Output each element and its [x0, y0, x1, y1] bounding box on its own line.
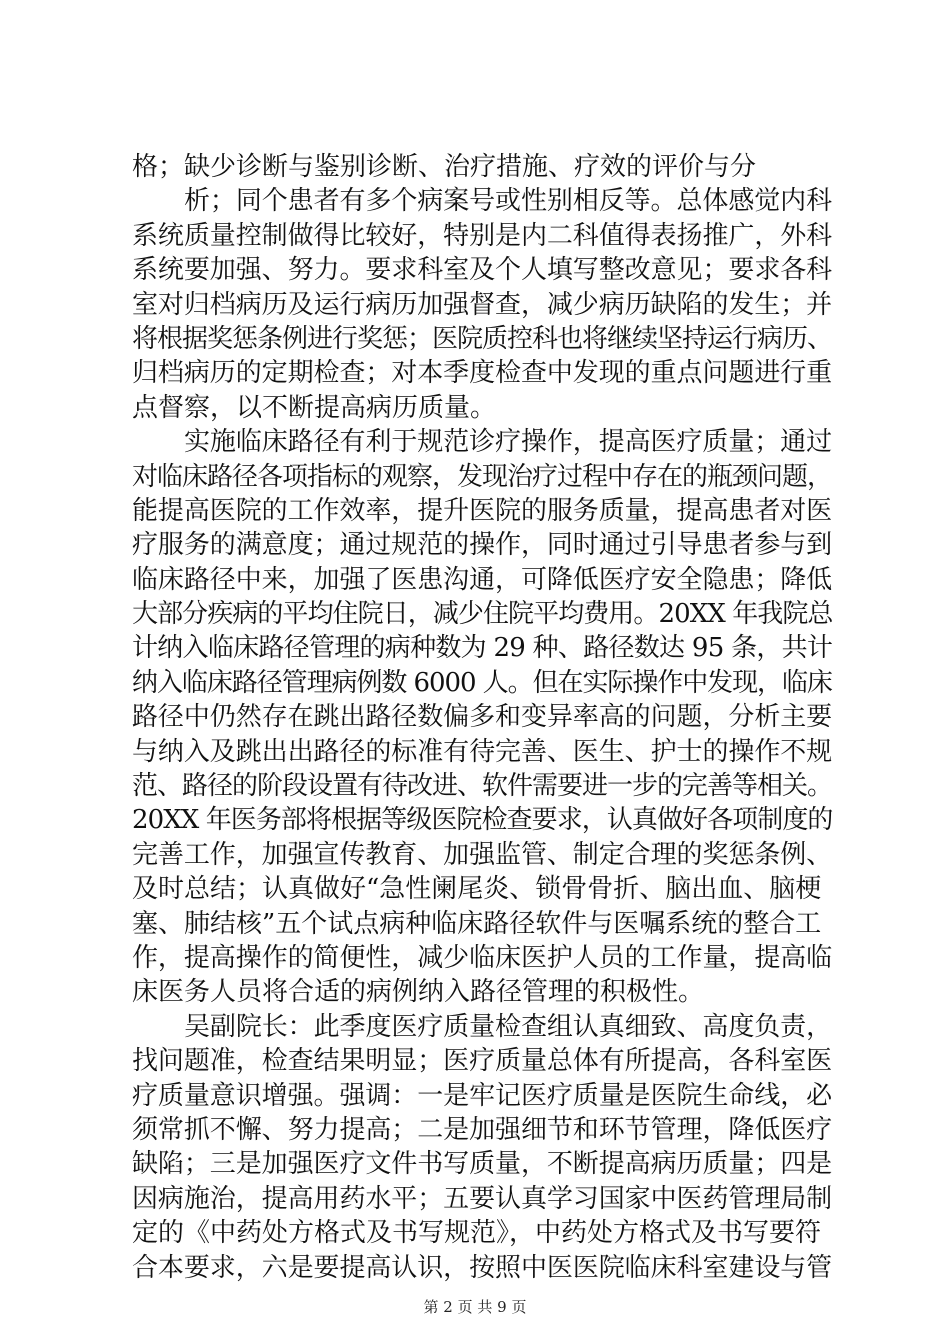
- text-line: 完善工作，加强宣传教育、加强监管、制定合理的奖惩条例、: [132, 839, 833, 870]
- text-line: 临床路径中来，加强了医患沟通，可降低医疗安全隐患；降低: [132, 564, 833, 595]
- text-line: 系统质量控制做得比较好，特别是内二科值得表扬推广，外科: [132, 220, 833, 251]
- text-line: 格；缺少诊断与鉴别诊断、治疗措施、疗效的评价与分: [132, 152, 757, 182]
- text-line: 范、路径的阶段设置有待改进、软件需要进一步的完善等相关。: [132, 771, 833, 802]
- text-line: 吴副院长：此季度医疗质量检查组认真细致、高度负责，: [184, 1011, 833, 1042]
- text-line: 室对归档病历及运行病历加强督查，减少病历缺陷的发生；并: [132, 289, 833, 320]
- text-line: 与纳入及跳出出路径的标准有待完善、医生、护士的操作不规: [132, 736, 833, 767]
- text-line: 作，提高操作的简便性，减少临床医护人员的工作量，提高临: [132, 942, 833, 973]
- text-line: 20XX 年医务部将根据等级医院检查要求，认真做好各项制度的: [132, 805, 833, 836]
- text-line: 因病施治，提高用药水平；五要认真学习国家中医药管理局制: [132, 1183, 833, 1214]
- text-line: 及时总结；认真做好“急性阑尾炎、锁骨骨折、脑出血、脑梗: [132, 874, 822, 905]
- text-line: 析；同个患者有多个病案号或性别相反等。总体感觉内科: [184, 186, 833, 217]
- text-line: 塞、肺结核”五个试点病种临床路径软件与医嘱系统的整合工: [132, 908, 822, 939]
- page-number: 第 2 页 共 9 页: [423, 1298, 527, 1316]
- text-line: 归档病历的定期检查；对本季度检查中发现的重点问题进行重: [132, 358, 833, 389]
- text-line: 系统要加强、努力。要求科室及个人填写整改意见；要求各科: [132, 255, 833, 286]
- text-line: 疗质量意识增强。强调：一是牢记医疗质量是医院生命线，必: [132, 1080, 833, 1111]
- text-line: 点督察，以不断提高病历质量。: [132, 392, 497, 423]
- text-line: 大部分疾病的平均住院日，减少住院平均费用。20XX 年我院总: [132, 599, 833, 630]
- text-line: 路径中仍然存在跳出路径数偏多和变异率高的问题，分析主要: [132, 702, 833, 733]
- text-line: 对临床路径各项指标的观察，发现治疗过程中存在的瓶颈问题，: [132, 461, 833, 492]
- text-line: 纳入临床路径管理病例数 6000 人。但在实际操作中发现，临床: [132, 667, 832, 698]
- text-line: 实施临床路径有利于规范诊疗操作，提高医疗质量；通过: [184, 427, 833, 458]
- text-line: 定的《中药处方格式及书写规范》，中药处方格式及书写要符: [132, 1218, 822, 1249]
- text-line: 能提高医院的工作效率，提升医院的服务质量，提高患者对医: [132, 495, 833, 526]
- text-line: 将根据奖惩条例进行奖惩；医院质控科也将继续坚持运行病历、: [132, 323, 833, 354]
- text-line: 疗服务的满意度；通过规范的操作，同时通过引导患者参与到: [132, 530, 833, 561]
- text-line: 找问题准，检查结果明显；医疗质量总体有所提高，各科室医: [132, 1046, 833, 1077]
- document-body: [132, 150, 832, 1285]
- text-line: 计纳入临床路径管理的病种数为 29 种、路径数达 95 条，共计: [132, 633, 833, 664]
- text-line: 床医务人员将合适的病例纳入路径管理的积极性。: [132, 977, 705, 1008]
- text-line: 须常抓不懈、努力提高；二是加强细节和环节管理，降低医疗: [132, 1114, 833, 1145]
- text-line: 合本要求，六是要提高认识，按照中医医院临床科室建设与管: [132, 1252, 833, 1283]
- text-line: 缺陷；三是加强医疗文件书写质量，不断提高病历质量；四是: [132, 1149, 833, 1180]
